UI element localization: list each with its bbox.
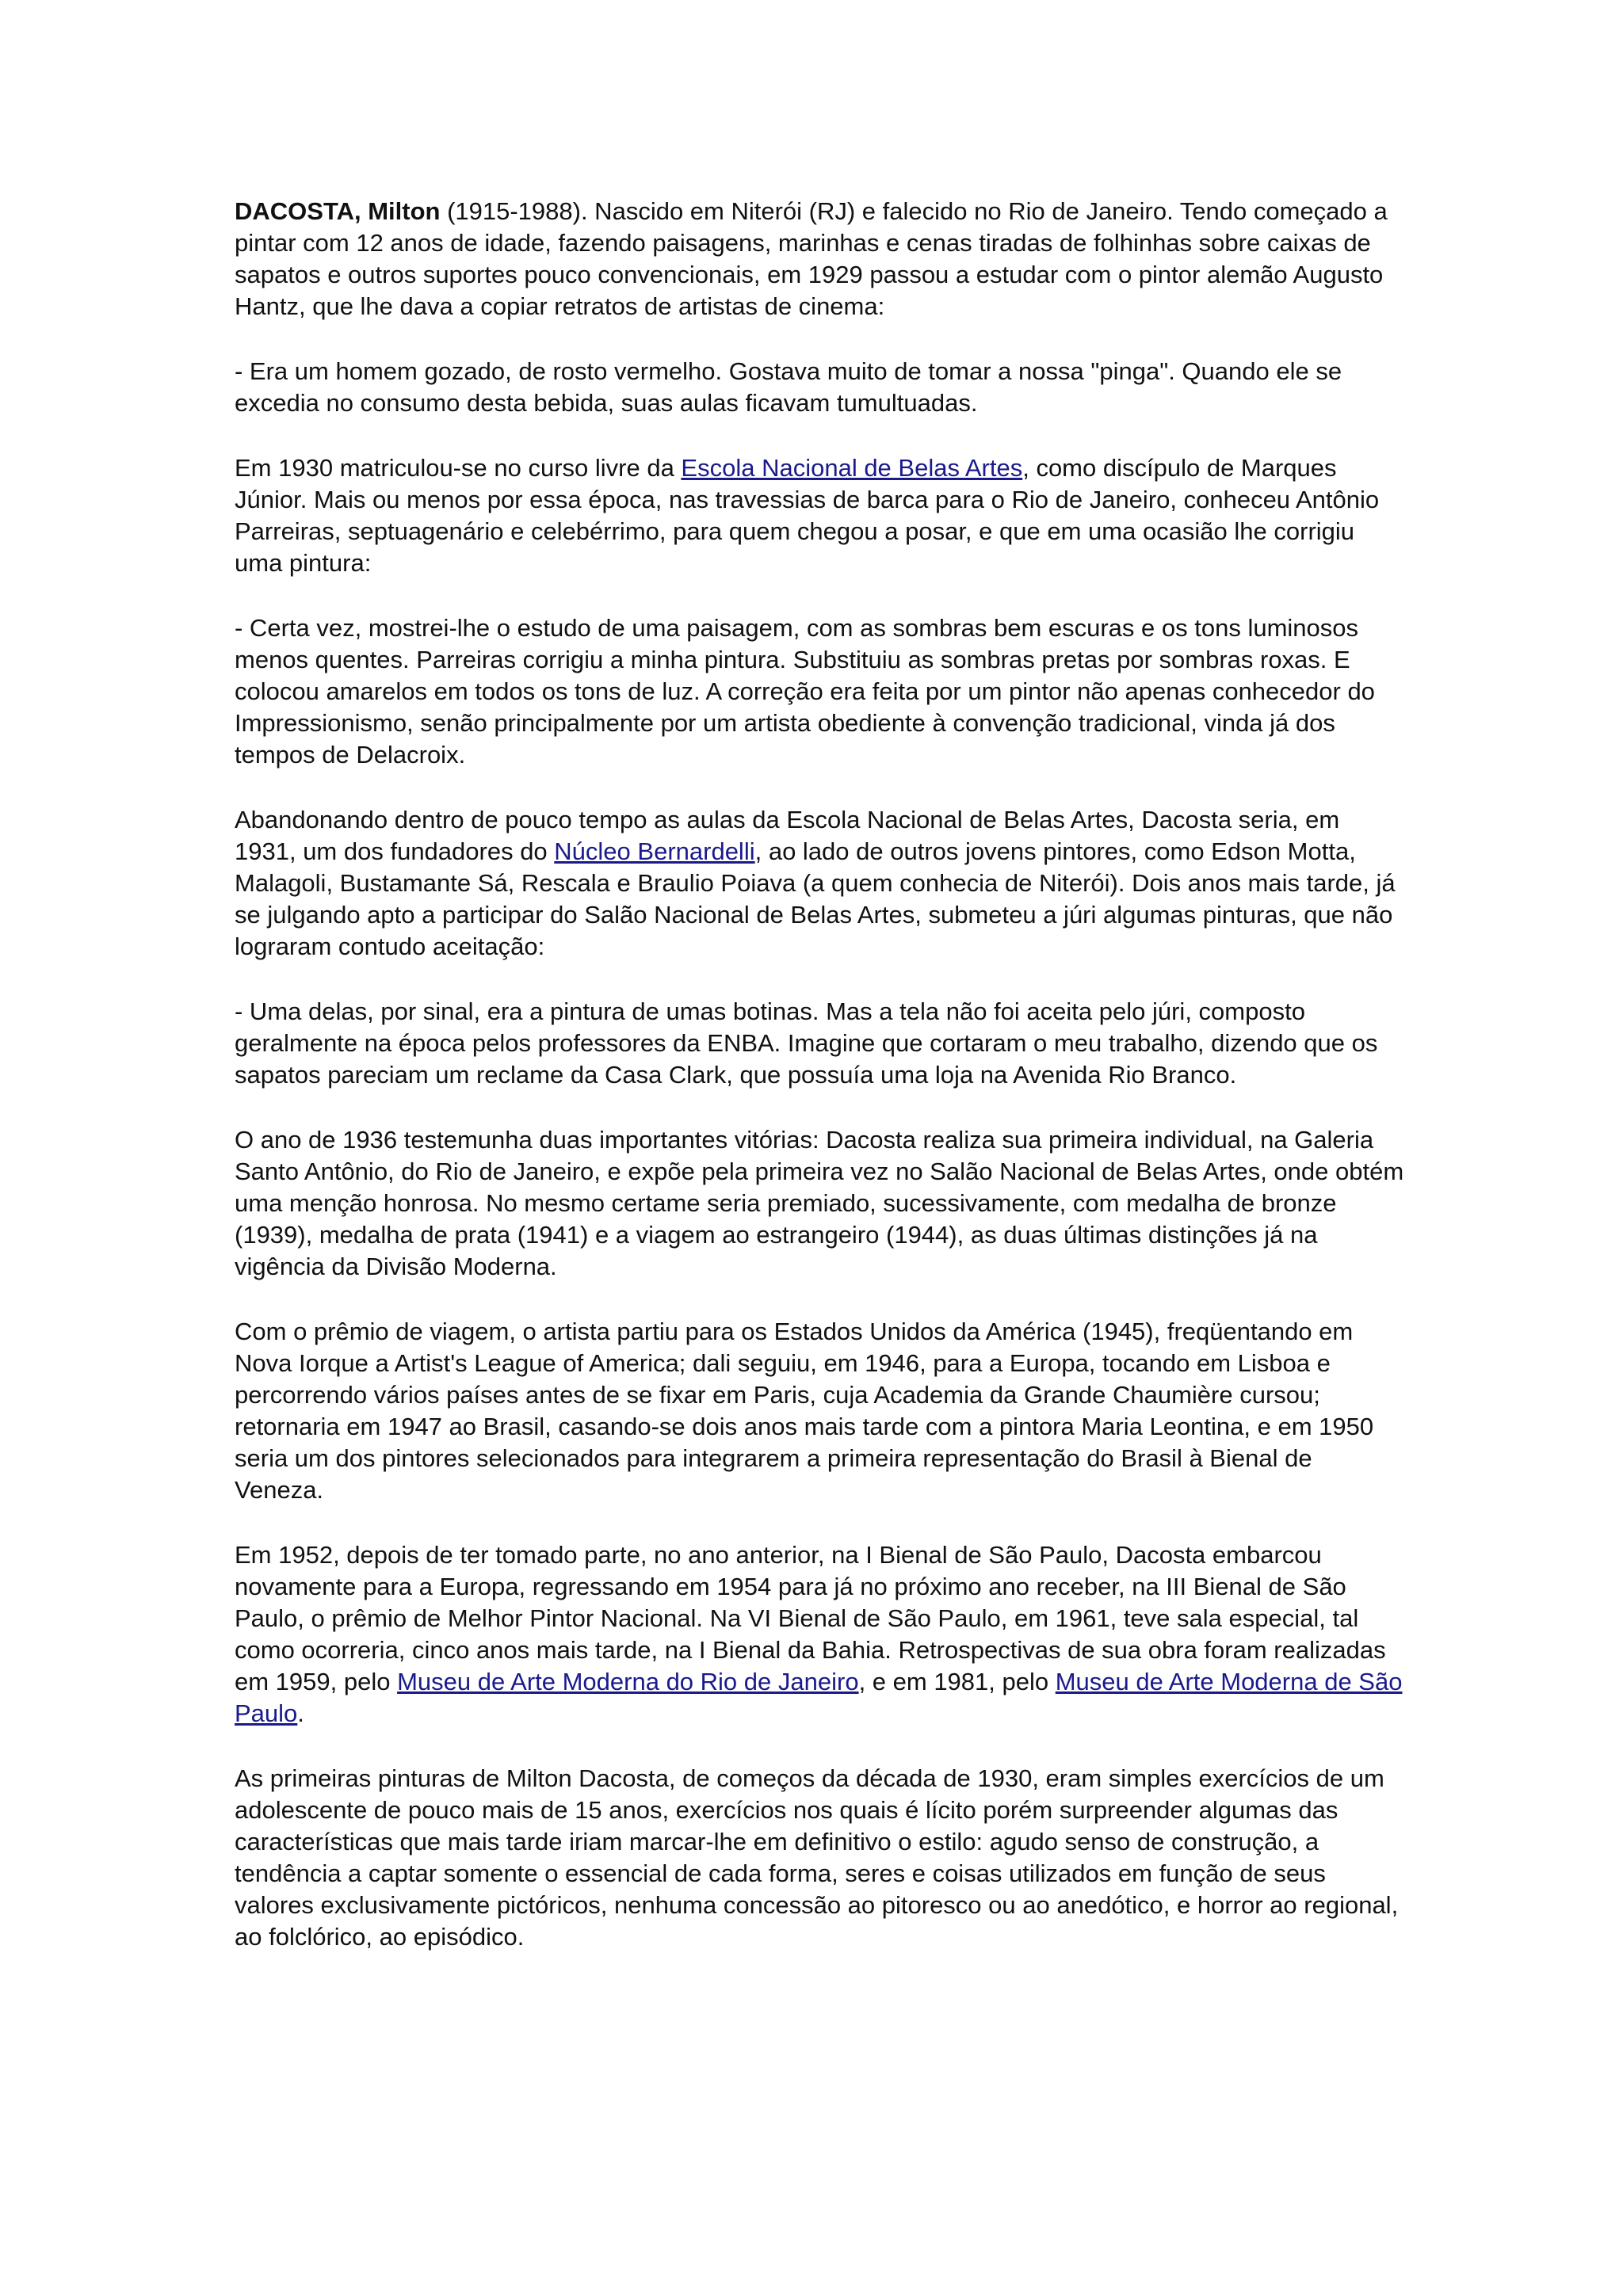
paragraph-1936: O ano de 1936 testemunha duas importantes vitórias: Dacosta realiza sua primeira individual, na Galeria Santo Antônio, do Rio de Janeiro, e expõe pela primeira vez no Salão Nacional de Belas Artes, onde obtém uma menção honrosa. No mesmo certame seria premiado, sucessivamente, com medalha de bronze (1939), medalha de prata (1941) e a viagem ao estrangeiro (1944), as duas últimas distinções já na vigência da Divisão Moderna. [235, 1126, 1404, 1280]
paragraph-intro-text: (1915-1988). Nascido em Niterói (RJ) e falecido no Rio de Janeiro. Tendo começado a pintar com 12 anos de idade, fazendo paisagens, marinhas e cenas tiradas de folhinhas sobre caixas de sapatos e outros suportes pouco convencionais, em 1929 passou a estudar com o pintor alemão Augusto Hantz, que lhe dava a copiar retratos de artistas de cinema: [235, 197, 1388, 320]
paragraph-bienal [235, 1539, 1407, 1730]
paragraph-enba-after: , como discípulo de Marques Júnior. Mais ou menos por essa época, nas travessias de barca para o Rio de Janeiro, conheceu Antônio Parreiras, septuagenário e celebérrimo, para quem chegou a posar, e que em uma ocasião lhe corrigiu uma pintura: [235, 454, 1380, 577]
paragraph-estilo: As primeiras pinturas de Milton Dacosta, de começos da década de 1930, eram simples exercícios de um adolescente de pouco mais de 15 anos, exercícios nos quais é lícito porém surpreender algumas das características que mais tarde iriam marcar-lhe em definitivo o estilo: agudo senso de construção, a tendência a captar somente o essencial de cada forma, seres e coisas utilizados em função de seus valores exclusivamente pictóricos, nenhuma concessão ao pitoresco ou ao anedótico, e horror ao regional, ao folclórico, ao episódico. [235, 1764, 1399, 1951]
article-body [235, 196, 1407, 1986]
quote-botinas: - Uma delas, por sinal, era a pintura de umas botinas. Mas a tela não foi aceita pelo júri, composto geralmente na época pelos professores da ENBA. Imagine que cortaram o meu trabalho, dizendo que os sapatos pareciam um reclame da Casa Clark, que possuía uma loja na Avenida Rio Branco. [235, 997, 1378, 1089]
link-nucleo-bernardelli[interactable]: Núcleo Bernardelli [554, 837, 755, 865]
paragraph-enba-before: Em 1930 matriculou-se no curso livre da [235, 454, 682, 482]
paragraph-nucleo-before: Abandonando dentro de pouco tempo as aulas da Escola Nacional de Belas Artes, Dacosta seria, em 1931, um dos fundadores do [235, 806, 1340, 865]
paragraph-bienal-after: . [297, 1699, 304, 1727]
paragraph-bienal-before: Em 1952, depois de ter tomado parte, no ano anterior, na I Bienal de São Paulo, Dacosta embarcou novamente para a Europa, regressando em 1954 para já no próximo ano receber, na III Bienal de São Paulo, o prêmio de Melhor Pintor Nacional. Na VI Bienal de São Paulo, em 1961, teve sala especial, tal como ocorreria, cinco anos mais tarde, na I Bienal da Bahia. Retrospectivas de sua obra foram realizadas em 1959, pelo [235, 1541, 1386, 1695]
quote-parreiras: - Certa vez, mostrei-lhe o estudo de uma paisagem, com as sombras bem escuras e os tons luminosos menos quentes. Parreiras corrigiu a minha pintura. Substituiu as sombras pretas por sombras roxas. E colocou amarelos em todos os tons de luz. A correção era feita por um pintor não apenas conhecedor do Impressionismo, senão principalmente por um artista obediente à convenção tradicional, vinda já dos tempos de Delacroix. [235, 614, 1375, 769]
paragraph-viagem: Com o prêmio de viagem, o artista partiu para os Estados Unidos da América (1945), freqüentando em Nova Iorque a Artist's League of America; dali seguiu, em 1946, para a Europa, tocando em Lisboa e percorrendo vários países antes de se fixar em Paris, cuja Academia da Grande Chaumière cursou; retornaria em 1947 ao Brasil, casando-se dois anos mais tarde com a pintora Maria Leontina, e em 1950 seria um dos pintores selecionados para integrarem a primeira representação do Brasil à Bienal de Veneza. [235, 1318, 1374, 1504]
paragraph-bienal-middle: , e em 1981, pelo [858, 1668, 1056, 1695]
paragraph-intro [235, 196, 1407, 322]
paragraph-nucleo-after: , ao lado de outros jovens pintores, como Edson Motta, Malagoli, Bustamante Sá, Rescala e Braulio Poiava (a quem conhecia de Niterói). Dois anos mais tarde, já se julgando apto a participar do Salão Nacional de Belas Artes, submeteu a júri algumas pinturas, que não lograram contudo aceitação: [235, 837, 1396, 960]
quote-hantz: - Era um homem gozado, de rosto vermelho. Gostava muito de tomar a nossa "pinga". Quando ele se excedia no consumo desta bebida, suas aulas ficavam tumultuadas. [235, 357, 1342, 417]
artist-name: DACOSTA, Milton [235, 197, 441, 225]
paragraph-enba [235, 452, 1407, 579]
paragraph-nucleo [235, 804, 1407, 963]
link-museu-arte-moderna-rio[interactable]: Museu de Arte Moderna do Rio de Janeiro [397, 1668, 859, 1695]
link-escola-nacional-belas-artes[interactable]: Escola Nacional de Belas Artes [681, 454, 1023, 482]
link-museu-arte-moderna-sao-paulo[interactable]: Museu de Arte Moderna de São Paulo [235, 1668, 1403, 1727]
